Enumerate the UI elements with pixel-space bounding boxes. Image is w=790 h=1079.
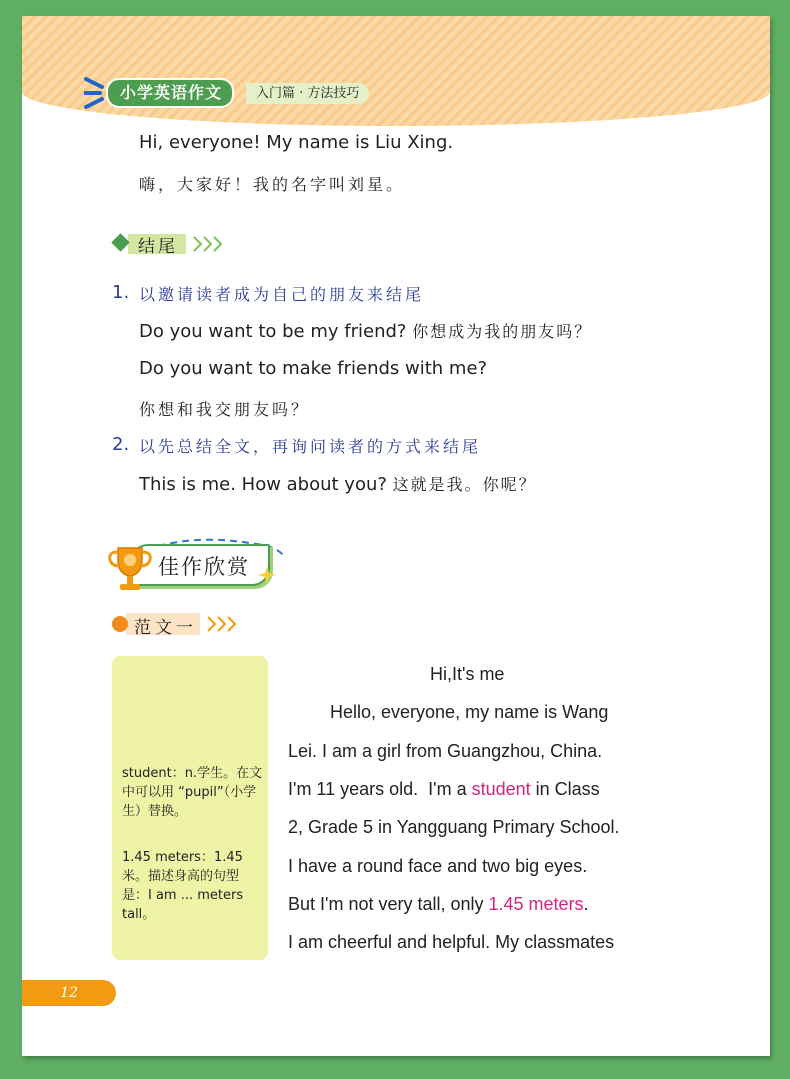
essay-line-2: Lei. I am a girl from Guangzhou, China. (288, 741, 603, 761)
note-student: student：n.学生。在文中可以用 “pupil”（小学生）替换。 (122, 766, 263, 819)
item2-line1 (139, 472, 537, 495)
essay-line-3 (288, 779, 600, 800)
intro-english: Hi, everyone! My name is Liu Xing. (139, 132, 454, 153)
chevrons-orange-icon (206, 614, 242, 634)
essay-line-5: I have a round face and two big eyes. (288, 856, 588, 876)
ending-section-label: 结尾 (138, 237, 178, 257)
item-number-2: 2. (112, 434, 130, 455)
item-heading-2: 以先总结全文，再询问读者的方式来结尾 (139, 437, 482, 456)
essay-line-6-start: But I'm not very tall, only (288, 894, 489, 914)
item2-line1-chinese: 这就是我。你呢？ (392, 475, 537, 494)
highlight-student: student (471, 779, 531, 799)
essay-title: Hi,It's me (430, 664, 505, 684)
highlight-meters: 1.45 meters (488, 894, 584, 914)
sparkle-icon (258, 566, 276, 584)
item1-line3-chinese: 你想和我交朋友吗？ (139, 400, 311, 419)
item1-line1-chinese: 你想成为我的朋友吗？ (412, 322, 593, 341)
item-heading-1: 以邀请读者成为自己的朋友来结尾 (139, 285, 425, 304)
essay-line-7: I am cheerful and helpful. My classmates (288, 932, 615, 952)
trophy-icon (106, 540, 154, 598)
header-subtitle: 入门篇 · 方法技巧 (246, 83, 369, 104)
item1-line1 (139, 319, 592, 342)
item2-line1-english: This is me. How about you? (139, 474, 387, 495)
page (22, 16, 770, 1056)
item-number-1: 1. (112, 282, 130, 303)
essay-line-6 (288, 894, 589, 915)
page-number: 12 (22, 980, 116, 1006)
item1-line2-english: Do you want to make friends with me? (139, 358, 488, 379)
note-meters: 1.45 meters：1.45 米。描述身高的句型是：I am ... meters tall。 (122, 850, 244, 922)
diamond-icon (111, 233, 129, 251)
essay-line-1: Hello, everyone, my name is Wang (330, 702, 609, 722)
essay-line-6-end: . (583, 894, 589, 914)
essay-line-4: 2, Grade 5 in Yangguang Primary School. (288, 817, 620, 837)
chevrons-icon (192, 234, 228, 254)
header-pattern-band (22, 16, 770, 126)
essay-line-3-end: in Class (530, 779, 600, 799)
flower-icon (112, 616, 128, 632)
sample-label: 范文一 (134, 618, 197, 638)
item1-line1-english: Do you want to be my friend? (139, 321, 407, 342)
essay-line-3-start: I'm 11 years old. I'm a (288, 779, 472, 799)
showcase-banner-title: 佳作欣赏 (158, 555, 250, 579)
intro-chinese: 嗨，大家好！我的名字叫刘星。 (139, 175, 406, 194)
header-title: 小学英语作文 (106, 78, 234, 108)
